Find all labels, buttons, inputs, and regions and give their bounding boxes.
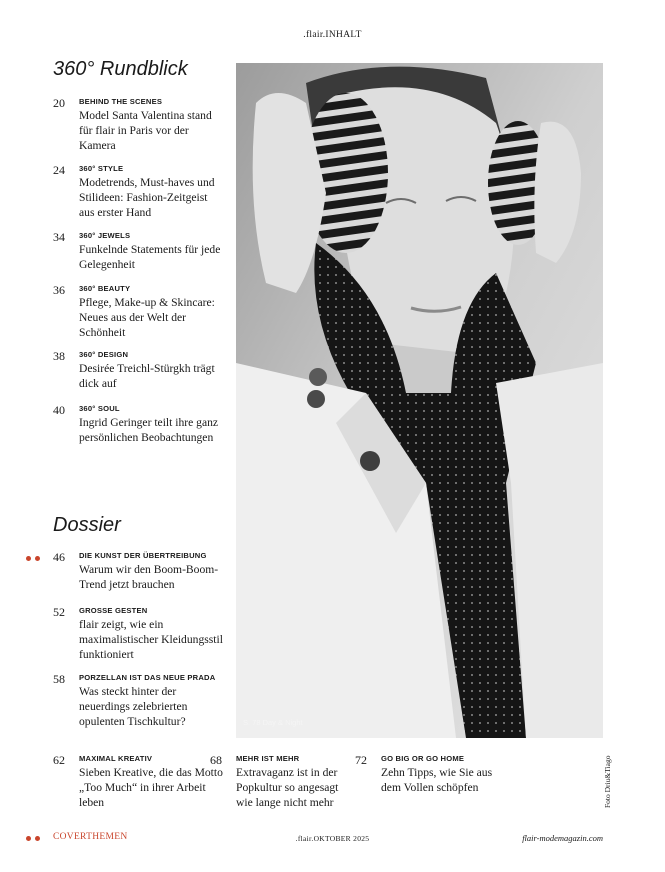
entry-text: Sieben Kreative, die das Motto „Too Much“ in ihrer Arbeit leben: [79, 766, 223, 809]
page-number: 38: [53, 349, 65, 363]
entry-kicker: GO BIG OR GO HOME: [381, 754, 465, 763]
entry-kicker: 360° BEAUTY: [79, 284, 131, 293]
entry-text: Was steckt hinter der neuerdings zelebrierten opulenten Tischkultur?: [79, 685, 188, 728]
toc-entry[interactable]: [210, 753, 350, 810]
entry-text: Pflege, Make-up & Skincare: Neues aus der Welt der Schönheit: [79, 296, 215, 339]
entry-kicker: GROSSE GESTEN: [79, 606, 148, 615]
page-number: 20: [53, 96, 65, 110]
entry-kicker: 360° DESIGN: [79, 350, 129, 359]
page-number: 34: [53, 230, 65, 244]
toc-entry[interactable]: [53, 672, 223, 729]
page-number: 46: [53, 550, 65, 564]
toc-entry[interactable]: [53, 96, 223, 153]
magazine-section-header: .flair.INHALT: [303, 30, 362, 40]
toc-entry[interactable]: [53, 163, 223, 220]
entry-kicker: 360° SOUL: [79, 404, 120, 413]
entry-text: Extravaganz ist in der Popkultur so angesagt wie lange nicht mehr: [236, 766, 339, 809]
photo-credit: Foto Driu&Tiago: [603, 755, 612, 808]
entry-kicker: BEHIND THE SCENES: [79, 97, 163, 106]
page-number: 24: [53, 163, 65, 177]
footer-coverthemen: COVERTHEMEN: [53, 832, 128, 842]
page-number: 52: [53, 605, 65, 619]
footer-website-link[interactable]: flair-modemagazin.com: [522, 833, 603, 843]
bullet-dot-icon: [26, 556, 31, 561]
entry-kicker: MEHR IST MEHR: [236, 754, 300, 763]
toc-entry[interactable]: [53, 349, 223, 391]
section-title-rundblick: 360° Rundblick: [53, 58, 188, 80]
cover-topic-marker: [26, 556, 40, 561]
entry-text: Funkelnde Statements für jede Gelegenheit: [79, 243, 221, 271]
page-number: 58: [53, 672, 65, 686]
toc-entry[interactable]: [53, 230, 223, 272]
footer-issue: .flair.OKTOBER 2025: [295, 834, 370, 843]
toc-entry[interactable]: [53, 283, 223, 340]
entry-kicker: DIE KUNST DER ÜBERTREIBUNG: [79, 551, 207, 560]
entry-text: Desirée Treichl-Stürgkh trägt dick auf: [79, 362, 215, 390]
entry-text: flair zeigt, wie ein maximalistischer Kleidungsstil funktioniert: [79, 618, 223, 661]
entry-text: Modetrends, Must-haves und Stilideen: Fashion-Zeitgeist aus erster Hand: [79, 176, 215, 219]
toc-entry[interactable]: [53, 753, 223, 810]
entry-text: Warum wir den Boom-Boom-Trend jetzt brauchen: [79, 563, 219, 591]
bullet-dot-icon: [35, 556, 40, 561]
page-number: 36: [53, 283, 65, 297]
page-number: 72: [355, 753, 367, 767]
entry-kicker: 360° JEWELS: [79, 231, 131, 240]
page-number: 68: [210, 753, 222, 767]
photo-caption[interactable]: S. 78 Day & Night: [243, 718, 303, 727]
entry-text: Zehn Tipps, wie Sie aus dem Vollen schöpfen: [381, 766, 493, 794]
toc-entry[interactable]: [53, 403, 223, 445]
section-title-dossier: Dossier: [53, 514, 121, 536]
entry-text: Ingrid Geringer teilt ihre ganz persönlichen Beobachtungen: [79, 416, 219, 444]
toc-entry[interactable]: [355, 753, 495, 795]
cover-photo: [236, 63, 603, 738]
page-number: 62: [53, 753, 65, 767]
toc-entry[interactable]: [53, 550, 223, 592]
entry-kicker: 360° STYLE: [79, 164, 124, 173]
entry-text: Model Santa Valentina stand für flair in Paris vor der Kamera: [79, 109, 212, 152]
page-number: 40: [53, 403, 65, 417]
portrait-illustration: [236, 63, 603, 738]
entry-kicker: MAXIMAL KREATIV: [79, 754, 153, 763]
entry-kicker: PORZELLAN IST DAS NEUE PRADA: [79, 673, 216, 682]
toc-entry[interactable]: [53, 605, 223, 662]
